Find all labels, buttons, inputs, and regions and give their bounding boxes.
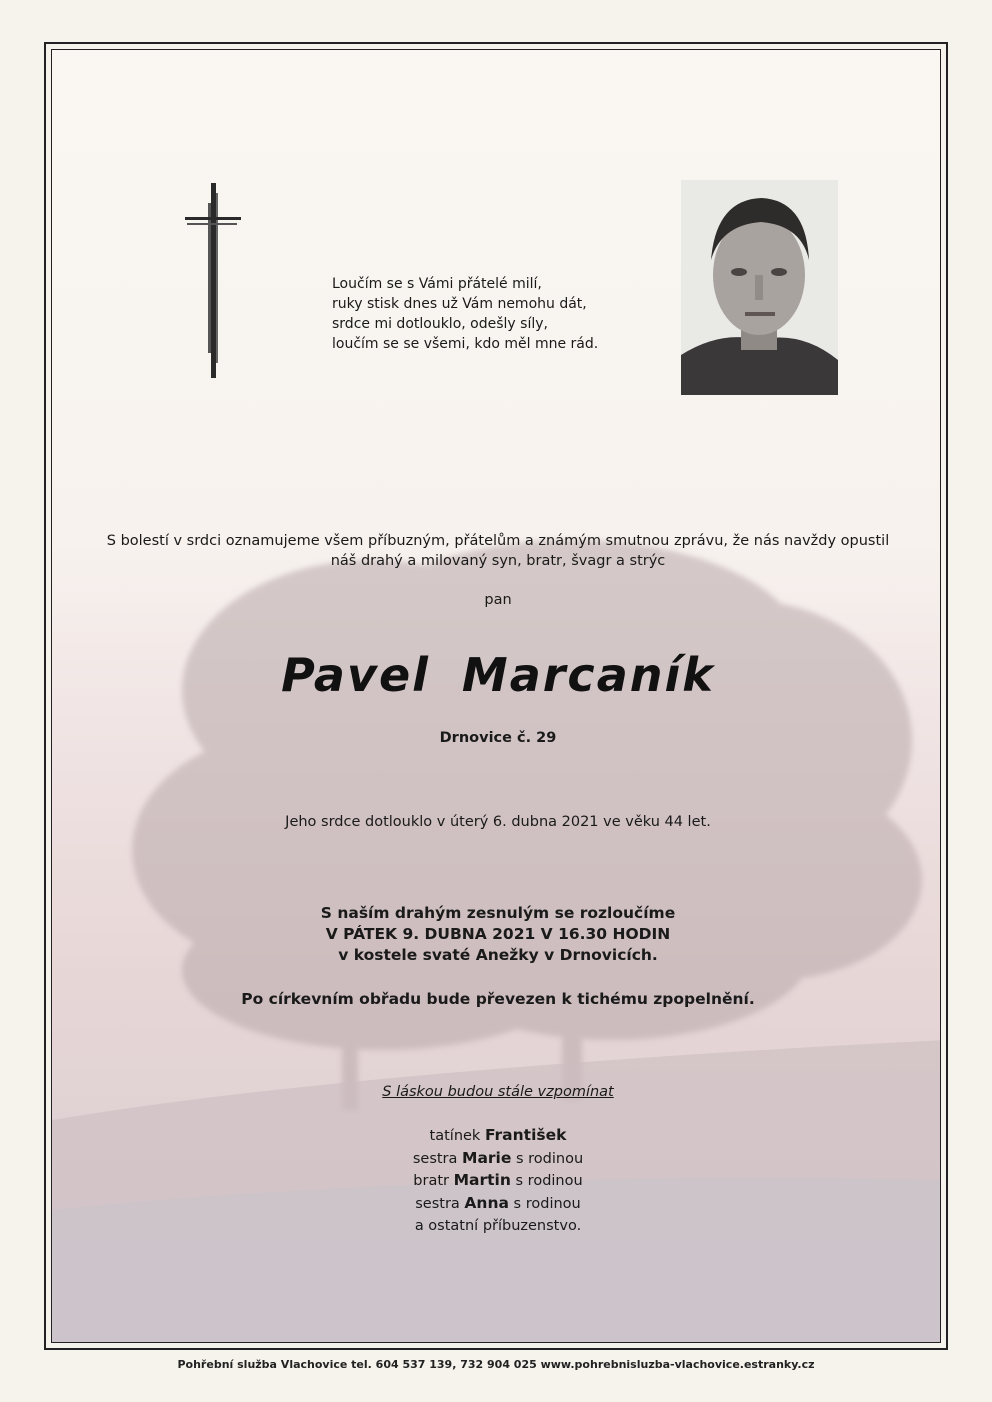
ceremony-line: S naším drahým zesnulým se rozloučíme xyxy=(320,904,676,922)
outer-frame xyxy=(44,42,948,1350)
ceremony-datetime: V PÁTEK 9. DUBNA 2021 V 16.30 HODIN xyxy=(325,925,671,943)
ceremony-place: v kostele svaté Anežky v Drnovicích. xyxy=(338,946,658,964)
announcement-line: náš drahý a milovaný syn, bratr, švagr a strýc xyxy=(330,553,666,569)
inner-frame xyxy=(51,49,941,1343)
poem-line: srdce mi dotlouklo, odešly síly, xyxy=(332,316,548,332)
address: Drnovice č. 29 xyxy=(439,730,557,746)
mourner-item: sestra Anna s rodinou xyxy=(415,1193,581,1212)
mourner-item: a ostatní příbuzenstvo. xyxy=(414,1218,582,1234)
mourner-item: tatínek František xyxy=(429,1126,567,1144)
poem-line: ruky stisk dnes už Vám nemohu dát, xyxy=(332,296,587,312)
cremation-note: Po církevním obřadu bude převezen k tichému zpopelnění. xyxy=(241,990,755,1008)
mourners-list xyxy=(52,1125,941,1238)
cross-icon xyxy=(185,183,245,378)
announcement xyxy=(52,531,941,571)
poem-line: loučím se se všemi, kdo měl mne rád. xyxy=(332,336,599,352)
ceremony-info xyxy=(52,903,941,966)
poem-line: Loučím se s Vámi přátelé milí, xyxy=(332,276,542,292)
deceased-name: Pavel Marcaník xyxy=(281,648,715,702)
announcement-line: S bolestí v srdci oznamujeme všem příbuzným, přátelům a známým smutnou zprávu, že nás navždy opustil xyxy=(106,533,890,549)
title-word: pan xyxy=(484,592,512,608)
farewell-poem xyxy=(332,274,662,354)
mourner-item: sestra Marie s rodinou xyxy=(412,1148,584,1167)
death-notice: Jeho srdce dotlouklo v úterý 6. dubna 2021 ve věku 44 let. xyxy=(285,814,711,830)
portrait-photo xyxy=(681,180,838,395)
mourner-item: bratr Martin s rodinou xyxy=(413,1171,583,1189)
memory-heading: S láskou budou stále vzpomínat xyxy=(382,1084,614,1100)
footer-contact: Pohřební služba Vlachovice tel. 604 537 139, 732 904 025 www.pohrebnisluzba-vlachovice.estranky.cz xyxy=(177,1358,815,1371)
